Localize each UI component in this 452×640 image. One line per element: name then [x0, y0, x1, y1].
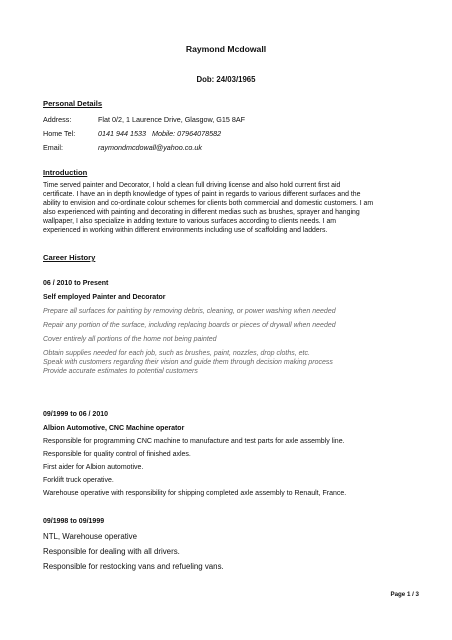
home-tel-label: Home Tel:: [43, 129, 76, 138]
job2-title: Albion Automotive, CNC Machine operator: [43, 425, 185, 432]
personal-details-heading: Personal Details: [43, 99, 103, 108]
job1-duty: Repair any portion of the surface, including replacing boards or pieces of drywall when needed: [43, 322, 336, 329]
mobile-value: Mobile: 07964078582: [151, 129, 222, 138]
job1-duty: Provide accurate estimates to potential customers: [43, 368, 198, 375]
job3-dates: 09/1998 to 09/1999: [43, 518, 105, 525]
intro-line: Time served painter and Decorator, I hold a clean full driving license and also hold current first aid: [43, 182, 341, 189]
career-history-heading: Career History: [43, 253, 96, 262]
job3-duty: Responsible for restocking vans and refueling vans.: [43, 562, 224, 571]
intro-line: wallpaper, I also specialize in adding texture to various surfaces according to clients needs. I am: [43, 217, 337, 225]
job2-duty: Warehouse operative with responsibility for shipping completed axle assembly to Renault, France.: [43, 490, 347, 497]
job1-duty: Speak with customers regarding their vision and guide them through decision making process: [43, 359, 333, 366]
intro-line: ability to envision and co-ordinate colour schemes for clients both commercial and domestic customers. I am: [43, 199, 374, 207]
job3-duty: Responsible for dealing with all drivers.: [43, 547, 180, 556]
candidate-name: Raymond Mcdowall: [185, 44, 267, 54]
job1-title: Self employed Painter and Decorator: [43, 294, 166, 301]
job2-dates: 09/1999 to 06 / 2010: [43, 411, 108, 418]
date-of-birth: Dob: 24/03/1965: [196, 75, 256, 84]
intro-line: also experienced with painting and decorating in different medias such as brushes, sprayer and hanging: [43, 208, 360, 216]
job1-duty: Prepare all surfaces for painting by removing debris, cleaning, or power washing when needed: [43, 308, 336, 315]
job1-duty: Obtain supplies needed for each job, such as brushes, paint, nozzles, drop cloths, etc.: [43, 350, 310, 357]
job2-duty: First aider for Albion automotive.: [43, 464, 144, 471]
job2-duty: Responsible for programming CNC machine to manufacture and test parts for axle assembly line.: [43, 438, 345, 445]
home-tel-value: 0141 944 1533: [98, 129, 146, 138]
intro-line: certificate. I have an in depth knowledge of types of paint in regards to various different surfaces and the: [43, 190, 361, 198]
introduction-paragraph: [43, 182, 415, 235]
introduction-heading: Introduction: [43, 168, 88, 177]
address-label: Address:: [43, 115, 72, 124]
job1-duty: Cover entirely all portions of the home not being painted: [43, 336, 217, 343]
job1-dates: 06 / 2010 to Present: [43, 280, 109, 287]
email-value: [98, 143, 202, 152]
address-value: Flat 0/2, 1 Laurence Drive, Glasgow, G15 8AF: [98, 115, 246, 124]
email-label: Email:: [43, 143, 63, 152]
job2-duty: Forklift truck operative.: [43, 477, 114, 484]
page-number: Page 1 / 3: [390, 591, 419, 598]
email-text: raymondmcdowall@yahoo.co.uk: [98, 143, 202, 152]
job2-duty: Responsible for quality control of finished axles.: [43, 451, 191, 458]
intro-line: experienced in working within different environments including use of scaffolding and ladders.: [43, 226, 328, 234]
phone-values: [98, 129, 221, 138]
job3-title: NTL, Warehouse operative: [43, 532, 138, 541]
